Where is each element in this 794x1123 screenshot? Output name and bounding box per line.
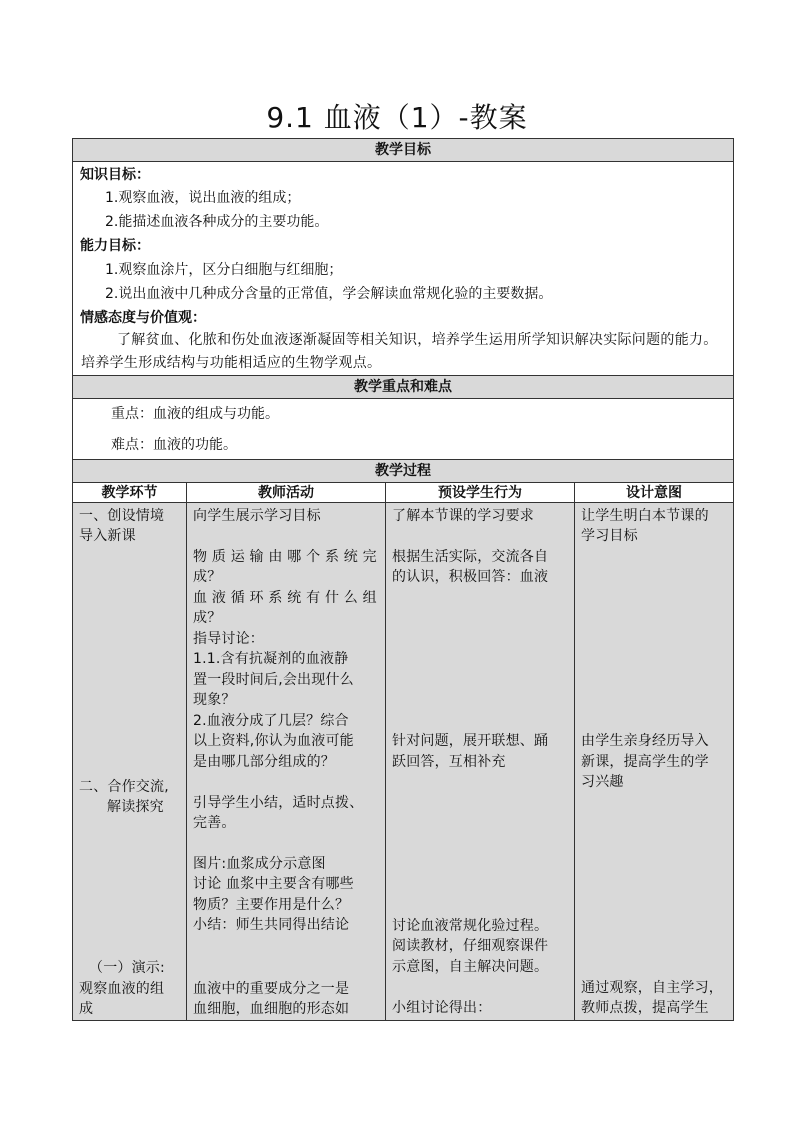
design-intent-line: 新课，提高学生的学 xyxy=(581,754,709,770)
process-column-student xyxy=(385,483,574,1020)
column-header-stage: 教学环节 xyxy=(73,483,186,503)
stage-cell: 解读探究 xyxy=(107,799,164,815)
teacher-activity-line: 图片:血浆成分示意图 xyxy=(193,856,326,872)
process-table xyxy=(73,483,733,1020)
teaching-difficulty: 难点：血液的功能。 xyxy=(111,437,237,453)
teacher-activity-line: 成？ xyxy=(193,569,222,585)
student-behavior-line: 阅读教材，仔细观察课件 xyxy=(392,938,549,954)
stage-cell: 二、合作交流, xyxy=(79,779,169,795)
stage-cell: 成 xyxy=(79,1001,94,1017)
attitude-objectives-title: 情感态度与价值观： xyxy=(80,310,206,326)
knowledge-objective-1: 1.观察血液，说出血液的组成； xyxy=(105,190,301,206)
stage-cell: 一、创设情境 xyxy=(79,508,165,524)
student-behavior-line: 根据生活实际，交流各自 xyxy=(392,549,549,565)
document-title: 9.1 血液（1）-教案 xyxy=(266,101,528,134)
column-header-teacher: 教师活动 xyxy=(187,483,385,503)
design-intent-line: 教师点拨，提高学生 xyxy=(581,1000,709,1016)
ability-objectives-title: 能力目标： xyxy=(80,238,150,254)
teacher-activity-line: 成？ xyxy=(193,610,222,626)
knowledge-objective-2: 2.能描述血液各种成分的主要功能。 xyxy=(105,214,329,230)
design-intent-line: 习兴趣 xyxy=(581,774,624,790)
teaching-focus: 重点：血液的组成与功能。 xyxy=(111,406,279,422)
attitude-objectives-text: 了解贫血、化脓和伤处血液逐渐凝固等相关知识，培养学生运用所学知识解决实际问题的能力。培养学生形成结构与功能相适应的生物学观点。 xyxy=(81,332,718,371)
stage-cell: 观察血液的组 xyxy=(79,981,165,997)
column-header-student: 预设学生行为 xyxy=(386,483,574,503)
teacher-activity-line: 血细胞，血细胞的形态如 xyxy=(193,1001,350,1017)
teacher-activity-line: 完善。 xyxy=(193,815,236,831)
teacher-activity-line: 小结：师生共同得出结论 xyxy=(193,917,350,933)
teacher-activity-line: 向学生展示学习目标 xyxy=(193,508,321,524)
student-behavior-line: 跃回答，互相补充 xyxy=(392,754,506,770)
teacher-activity-line: 现象？ xyxy=(193,692,236,708)
section-header-process: 教学过程 xyxy=(73,460,733,483)
teacher-activity-line: 血液中的重要成分之一是 xyxy=(193,981,350,997)
student-behavior-line: 针对问题，展开联想、踊 xyxy=(392,733,549,749)
process-column-intent xyxy=(574,483,733,1020)
process-column-teacher xyxy=(186,483,385,1020)
student-behavior-line: 示意图，自主解决问题。 xyxy=(392,959,549,975)
teacher-activity-line: 1.1.含有抗凝剂的血液静 xyxy=(193,651,349,667)
teacher-activity-line: 置一段时间后,会出现什么 xyxy=(193,672,354,688)
process-column-stage xyxy=(73,483,186,1020)
section-header-objectives: 教学目标 xyxy=(73,139,733,162)
teacher-activity-line: 讨论 血浆中主要含有哪些 xyxy=(193,876,354,892)
student-behavior-line: 讨论血液常规化验过程。 xyxy=(392,918,549,934)
design-intent-line: 让学生明白本节课的 xyxy=(581,508,709,524)
student-behavior-line: 的认识，积极回答：血液 xyxy=(392,569,549,585)
design-intent-line: 通过观察，自主学习， xyxy=(581,980,723,996)
design-intent-line: 学习目标 xyxy=(581,528,638,544)
section-header-focus: 教学重点和难点 xyxy=(73,376,733,399)
stage-cell: （一）演示: xyxy=(89,960,165,976)
knowledge-objectives-title: 知识目标： xyxy=(80,167,150,183)
lesson-plan-table xyxy=(72,138,734,1021)
column-header-intent: 设计意图 xyxy=(575,483,733,503)
teacher-activity-line: 是由哪几部分组成的？ xyxy=(193,754,335,770)
teacher-activity-line: 引导学生小结，适时点拨、 xyxy=(193,795,364,811)
teacher-activity-line: 物 质 运 输 由 哪 个 系 统 完 xyxy=(193,549,377,565)
teacher-activity-line: 物质？主要作用是什么？ xyxy=(193,897,350,913)
stage-cell: 导入新课 xyxy=(79,528,136,544)
ability-objective-2: 2.说出血液中几种成分含量的正常值，学会解读血常规化验的主要数据。 xyxy=(105,286,553,302)
ability-objective-1: 1.观察血涂片，区分白细胞与红细胞； xyxy=(105,262,343,278)
design-intent-line: 由学生亲身经历导入 xyxy=(581,733,709,749)
teacher-activity-line: 以上资料,你认为血液可能 xyxy=(193,733,354,749)
teacher-activity-line: 血 液 循 环 系 统 有 什 么 组 xyxy=(193,590,377,606)
teacher-activity-line: 2.血液分成了几层？综合 xyxy=(193,713,349,729)
teacher-activity-line: 指导讨论： xyxy=(193,631,264,647)
student-behavior-line: 了解本节课的学习要求 xyxy=(392,508,534,524)
student-behavior-line: 小组讨论得出： xyxy=(392,1000,492,1016)
